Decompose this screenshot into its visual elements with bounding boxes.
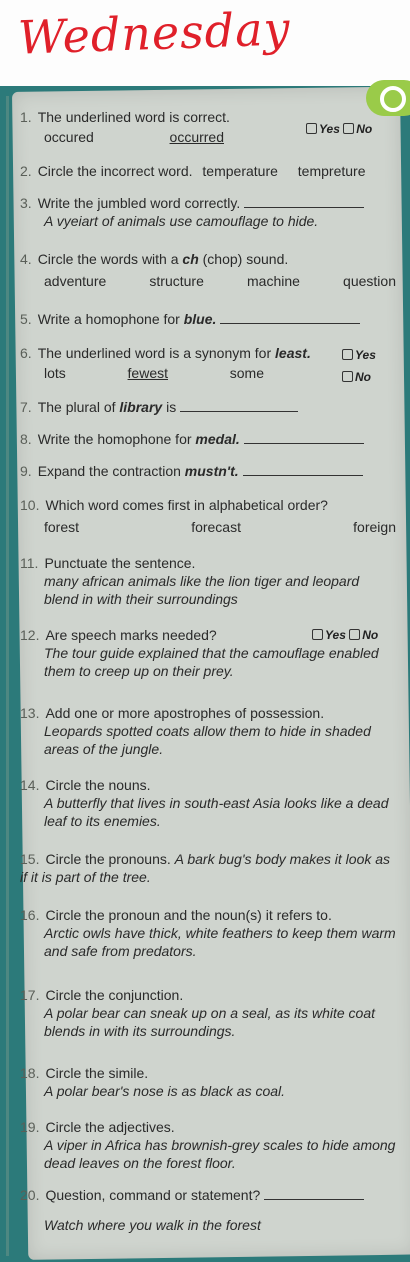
question-11: 11. Punctuate the sentence. many african animals like the lion tiger and leopard blend in with their surroundings <box>20 555 360 607</box>
question-12: 12. Are speech marks needed? The tour guide explained that the camouflage enabled them to creep up on their prey. <box>20 627 379 679</box>
answer-blank[interactable] <box>220 311 360 324</box>
handwritten-title: Wednesday <box>17 1 292 65</box>
answer-blank[interactable] <box>244 195 364 208</box>
word-foreign[interactable]: foreign <box>353 519 396 535</box>
question-10: 10. Which word comes first in alphabetical order? forest forecast foreign <box>20 497 396 535</box>
question-13: 13. Add one or more apostrophes of possession. Leopards spotted coats allow them to hide in shaded areas of the jungle. <box>20 705 371 757</box>
word-machine[interactable]: machine <box>247 273 300 289</box>
question-18: 18. Circle the simile. A polar bear's nose is as black as coal. <box>20 1065 286 1099</box>
q1-checkboxes: Yes No <box>306 122 372 136</box>
option-temperature[interactable]: temperature <box>202 163 278 179</box>
yes-checkbox[interactable] <box>342 349 353 360</box>
question-15: 15. Circle the pronouns. A bark bug's body makes it look as if it is part of the tree. <box>20 851 391 885</box>
question-5: 5. Write a homophone for blue. <box>20 310 396 328</box>
question-9: 9. Expand the contraction mustn't. <box>20 462 396 480</box>
question-14: 14. Circle the nouns. A butterfly that lives in south-east Asia looks like a dead leaf to its enemies. <box>20 777 389 829</box>
answer-blank[interactable] <box>264 1187 364 1200</box>
word-fewest[interactable]: fewest <box>127 365 169 381</box>
question-19: 19. Circle the adjectives. A viper in Africa has brownish-grey scales to hide among dead leaves on the forest floor. <box>20 1119 396 1171</box>
question-2: 2. Circle the incorrect word. temperature tempreture <box>20 163 366 179</box>
option-occured[interactable]: occured <box>44 129 94 145</box>
answer-blank[interactable] <box>243 463 363 476</box>
word-some[interactable]: some <box>229 365 264 381</box>
question-20: 20. Question, command or statement? Watch where you walk in the forest <box>20 1186 396 1234</box>
word-structure[interactable]: structure <box>149 273 204 289</box>
q6-yes: Yes <box>342 348 376 362</box>
question-6: 6. The underlined word is a synonym for least. lots fewest some <box>20 345 311 381</box>
answer-blank[interactable] <box>180 399 298 412</box>
question-1: 1. The underlined word is correct. occured occurred <box>20 109 230 145</box>
option-tempreture[interactable]: tempreture <box>297 163 366 179</box>
word-question[interactable]: question <box>343 273 396 289</box>
question-16: 16. Circle the pronoun and the noun(s) it refers to. Arctic owls have thick, white feathers to keep them warm and safe from predators. <box>20 907 396 959</box>
no-checkbox[interactable] <box>349 629 360 640</box>
q12-checkboxes: Yes No <box>312 628 378 642</box>
question-7: 7. The plural of library is <box>20 398 396 416</box>
no-checkbox[interactable] <box>342 371 353 382</box>
answer-blank[interactable] <box>244 431 364 444</box>
q6-no: No <box>342 370 371 384</box>
word-forest[interactable]: forest <box>44 519 80 535</box>
question-3: 3. Write the jumbled word correctly. A vyeiart of animals use camouflage to hide. <box>20 194 396 230</box>
word-adventure[interactable]: adventure <box>44 273 107 289</box>
yes-checkbox[interactable] <box>306 123 317 134</box>
photo-header <box>0 0 410 88</box>
no-checkbox[interactable] <box>343 123 354 134</box>
word-forecast[interactable]: forecast <box>191 519 241 535</box>
question-8: 8. Write the homophone for medal. <box>20 430 396 448</box>
binding-line <box>6 96 9 1256</box>
option-occurred[interactable]: occurred <box>169 129 224 145</box>
question-17: 17. Circle the conjunction. A polar bear can sneak up on a seal, as its white coat blends in with its surroundings. <box>20 987 376 1039</box>
yes-checkbox[interactable] <box>312 629 323 640</box>
word-lots[interactable]: lots <box>44 365 66 381</box>
question-4: 4. Circle the words with a ch (chop) sound. adventure structure machine question <box>20 251 396 289</box>
